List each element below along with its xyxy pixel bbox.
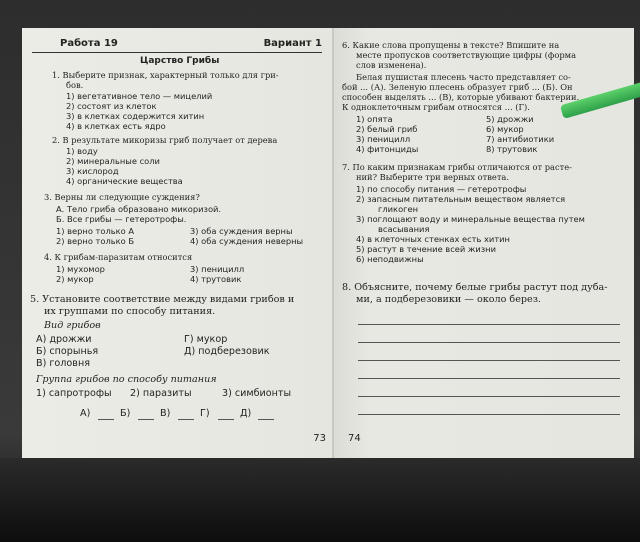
answer-line[interactable] bbox=[358, 414, 620, 415]
answer-line[interactable] bbox=[358, 342, 620, 343]
species-item: Б) спорынья bbox=[36, 346, 99, 357]
q6-option: 4) фитонциды bbox=[356, 144, 419, 154]
q6-option: 2) белый гриб bbox=[356, 124, 418, 134]
work-title: Работа 19 bbox=[60, 38, 118, 49]
q4-option: 2) мукор bbox=[56, 274, 94, 284]
q6-passage: К одноклеточным грибам относятся ... (Г). bbox=[342, 102, 530, 112]
q6-option: 5) дрожжи bbox=[486, 114, 534, 124]
answer-key: Г) bbox=[200, 408, 210, 419]
group-heading: Группа грибов по способу питания bbox=[36, 374, 217, 385]
group-item: 2) паразиты bbox=[130, 388, 192, 399]
species-item: Г) мукор bbox=[184, 334, 228, 345]
q3-statement-b: Б. Все грибы — гетеротрофы. bbox=[56, 214, 187, 224]
page-number: 73 bbox=[313, 433, 326, 444]
q1-text: бов. bbox=[66, 80, 84, 90]
q2-text: 2. В результате микоризы гриб получает от дерева bbox=[52, 135, 278, 145]
q5-text: их группами по способу питания. bbox=[44, 306, 216, 317]
answer-blank[interactable] bbox=[178, 419, 194, 420]
q7-option: 1) по способу питания — гетеротрофы bbox=[356, 184, 527, 194]
q6-option: 1) опята bbox=[356, 114, 393, 124]
q3-statement-a: А. Тело гриба образовано микоризой. bbox=[56, 204, 222, 214]
answer-key: А) bbox=[80, 408, 91, 419]
q2-option: 1) воду bbox=[66, 146, 98, 156]
q7-option: всасывания bbox=[378, 224, 430, 234]
q8-text: 8. Объясните, почему белые грибы растут под дуба- bbox=[342, 282, 608, 293]
species-item: В) головня bbox=[36, 358, 90, 369]
answer-key: Б) bbox=[120, 408, 131, 419]
q6-option: 8) трутовик bbox=[486, 144, 538, 154]
q6-passage: бой ... (А). Зеленую плесень образует гриб ... (Б). Он bbox=[342, 82, 573, 92]
q1-option: 1) вегетативное тело — мицелий bbox=[66, 91, 213, 101]
answer-line[interactable] bbox=[358, 378, 620, 379]
q8-text: ми, а подберезовики — около берез. bbox=[356, 294, 541, 305]
q3-option: 2) верно только Б bbox=[56, 236, 135, 246]
q5-text: 5. Установите соответствие между видами грибов и bbox=[30, 294, 295, 305]
q7-option: 4) в клеточных стенках есть хитин bbox=[356, 234, 510, 244]
q7-text: 7. По каким признакам грибы отличаются от расте- bbox=[342, 162, 572, 172]
q7-option: 3) поглощают воду и минеральные вещества путем bbox=[356, 214, 585, 224]
desk-shadow bbox=[0, 458, 640, 542]
group-item: 1) сапротрофы bbox=[36, 388, 112, 399]
answer-line[interactable] bbox=[358, 360, 620, 361]
q6-text: месте пропусков соответствующие цифры (форма bbox=[356, 50, 577, 60]
group-item: 3) симбионты bbox=[222, 388, 292, 399]
answer-line[interactable] bbox=[358, 324, 620, 325]
q7-option: гликоген bbox=[378, 204, 419, 214]
q1-option: 4) в клетках есть ядро bbox=[66, 121, 166, 131]
q6-option: 7) антибиотики bbox=[486, 134, 555, 144]
right-page bbox=[334, 28, 634, 458]
answer-key: Д) bbox=[240, 408, 252, 419]
q2-option: 4) органические вещества bbox=[66, 176, 183, 186]
q3-option: 1) верно только А bbox=[56, 226, 135, 236]
q3-option: 4) оба суждения неверны bbox=[190, 236, 304, 246]
left-page bbox=[22, 28, 334, 458]
variant-label: Вариант 1 bbox=[263, 38, 322, 49]
q6-option: 3) пеницилл bbox=[356, 134, 411, 144]
answer-blank[interactable] bbox=[258, 419, 274, 420]
q7-text: ний? Выберите три верных ответа. bbox=[356, 172, 510, 182]
q6-passage: способен выделять ... (В), которые убивают бактерии. bbox=[342, 92, 580, 102]
q1-text: 1. Выберите признак, характерный только для гри- bbox=[52, 70, 279, 80]
answer-key: В) bbox=[160, 408, 171, 419]
q4-option: 1) мухомор bbox=[56, 264, 105, 274]
page-number: 74 bbox=[348, 433, 361, 444]
q3-text: 3. Верны ли следующие суждения? bbox=[44, 192, 200, 202]
species-item: А) дрожжи bbox=[36, 334, 92, 345]
page-header bbox=[32, 38, 322, 53]
answer-blank[interactable] bbox=[98, 419, 114, 420]
species-item: Д) подберезовик bbox=[184, 346, 270, 357]
topic-title: Царство Грибы bbox=[140, 56, 220, 66]
answer-blank[interactable] bbox=[218, 419, 234, 420]
q3-option: 3) оба суждения верны bbox=[190, 226, 293, 236]
q4-option: 3) пеницилл bbox=[190, 264, 245, 274]
q1-option: 2) состоят из клеток bbox=[66, 101, 157, 111]
q7-option: 2) запасным питательным веществом является bbox=[356, 194, 566, 204]
answer-blank[interactable] bbox=[138, 419, 154, 420]
q7-option: 5) растут в течение всей жизни bbox=[356, 244, 496, 254]
q2-option: 2) минеральные соли bbox=[66, 156, 160, 166]
q6-text: 6. Какие слова пропущены в тексте? Впишите на bbox=[342, 40, 560, 50]
q4-text: 4. К грибам-паразитам относится bbox=[44, 252, 193, 262]
q6-option: 6) мукор bbox=[486, 124, 524, 134]
q7-option: 6) неподвижны bbox=[356, 254, 424, 264]
q2-option: 3) кислород bbox=[66, 166, 119, 176]
q6-text: слов изменена). bbox=[356, 60, 427, 70]
species-heading: Вид грибов bbox=[44, 320, 101, 331]
answer-line[interactable] bbox=[358, 396, 620, 397]
q6-passage: Белая пушистая плесень часто представляет со- bbox=[356, 72, 571, 82]
q1-option: 3) в клетках содержится хитин bbox=[66, 111, 205, 121]
q4-option: 4) трутовик bbox=[190, 274, 242, 284]
